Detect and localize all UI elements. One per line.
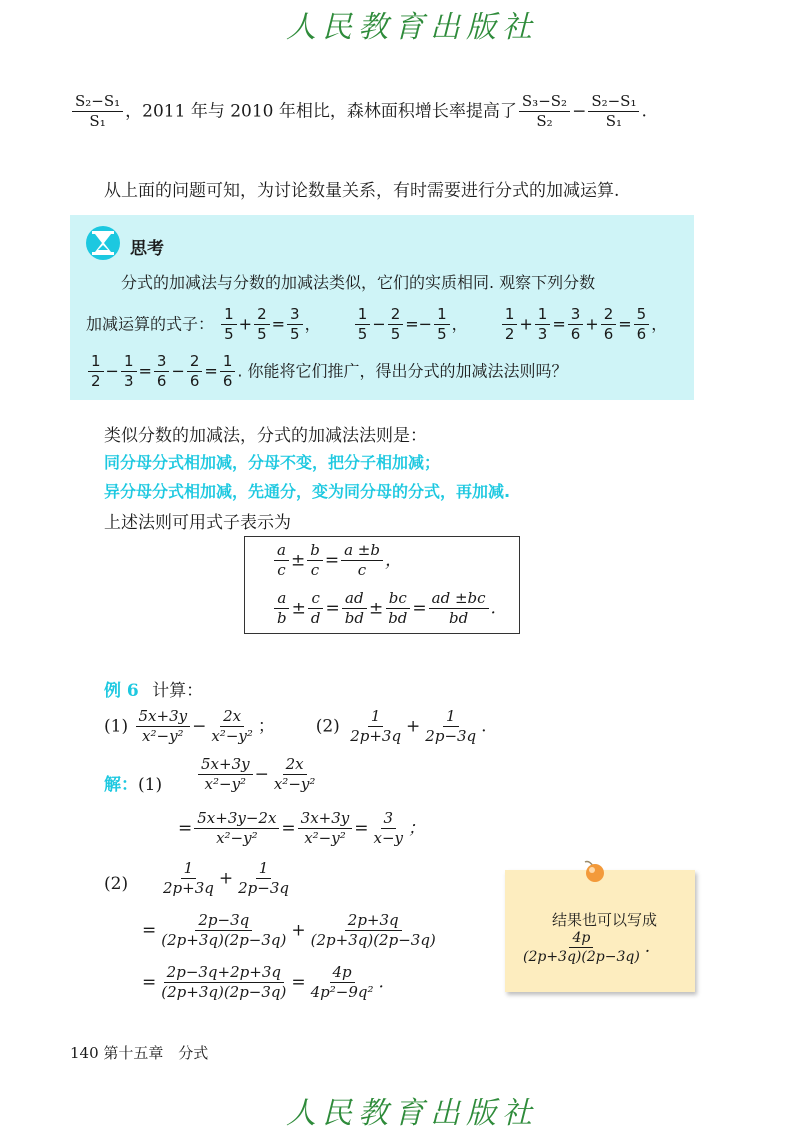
rule-same-denominator: 同分母分式相加减，分母不变，把分子相加减； xyxy=(104,453,441,472)
solution-heading: 解：(1) xyxy=(104,775,163,795)
think-line-2: 加减运算的式子： $\frac{1}{5}$ + $\frac{2}{5}$ = $\frac{3}{5}$ ， $\frac{1}{5}$ − $\frac{2}{5}$ =− $\frac{1}{5}$ ， $\frac{1}{2}$ + $\frac{1}{3}$ = $\frac{3}{6}$ + $\frac{2}{6}$ = $\frac{5}{6}$ ， xyxy=(86,305,668,344)
fraction: $\frac{\text{S₃−S₂}}{\text{S₂}}$ xyxy=(519,93,570,131)
rules-lead: 类似分数的加减法，分式的加减法法则是： xyxy=(104,426,427,446)
solution-2-line-1: $\frac{1}{2p+3q}$ + $\frac{1}{2p-3q}$ xyxy=(163,859,289,898)
pushpin-icon xyxy=(581,858,607,884)
side-note-fraction: $\frac{4p}{(2p+3q)(2p-3q)}$ . xyxy=(523,930,651,966)
formula-row-2: $\frac{a}{b}$ ± $\frac{c}{d}$ = $\frac{ad}{bd}$ ± $\frac{bc}{bd}$ = $\frac{ad \pm bc}{bd}$ . xyxy=(272,590,496,628)
formula-row-1: $\frac{a}{c}$ ± $\frac{b}{c}$ = $\frac{a \pm b}{c}$ ， xyxy=(272,542,402,580)
solution-2-label: (2) xyxy=(104,874,129,894)
solution-1-line-2: = $\frac{5x+3y-2x}{\text{x²−y²}}$ = $\frac{3x+3y}{\text{x²−y²}}$ = $\frac{3}{x-y}$ ； xyxy=(178,809,426,848)
example-problems: (1) $\frac{5x+3y}{\text{x²−y²}}$ − $\frac{2x}{\text{x²−y²}}$ ； (2) $\frac{1}{2p+3q}$ + $\frac{1}{2p-3q}$ . xyxy=(104,707,487,746)
publisher-footer: 人民教育出版社 xyxy=(286,1096,538,1131)
page-number: 140 xyxy=(70,1044,99,1062)
chapter-title: 分式 xyxy=(178,1044,209,1062)
solution-2-line-2: = $\frac{2p-3q}{(2p+3q)(2p-3q)}$ + $\frac{2p+3q}{(2p+3q)(2p-3q)}$ xyxy=(142,911,436,950)
publisher-header: 人民教育出版社 xyxy=(286,10,538,45)
think-title: 思考 xyxy=(130,239,164,259)
rule-different-denominator: 异分母分式相加减，先通分，变为同分母的分式，再加减. xyxy=(104,482,511,501)
think-line-3: $\frac{1}{2}$ − $\frac{1}{3}$ = $\frac{3}{6}$ − $\frac{2}{6}$ = $\frac{1}{6}$ . 你能将它们推广，得出分式的加减法法则吗？ xyxy=(86,353,568,391)
chapter-label: 第十五章 xyxy=(103,1044,164,1062)
top-line-text: ，2011 年与 2010 年相比，森林面积增长率提高了 xyxy=(125,101,517,122)
formula-intro: 上述法则可用式子表示为 xyxy=(104,513,291,533)
fraction: $\frac{\text{S₂−S₁}}{\text{S₁}}$ xyxy=(588,93,639,131)
top-line: $\frac{\text{S₂−S₁}}{\text{S₁}}$ ，2011 年与 2010 年相比，森林面积增长率提高了 $\frac{\text{S₃−S₂}}{\text{S₂}}$ − $\frac{\text{S₂−S₁}}{\text{S₁}}$ . xyxy=(70,93,647,131)
solution-1-line-1: $\frac{5x+3y}{\text{x²−y²}}$ − $\frac{2x}{\text{x²−y²}}$ xyxy=(196,756,320,794)
solution-2-line-3: = $\frac{2p-3q+2p+3q}{(2p+3q)(2p-3q)}$ = $\frac{4p}{\text{4p²−9q²}}$ . xyxy=(142,963,384,1002)
side-note-text: 结果也可以写成 xyxy=(552,911,658,929)
intro-paragraph: 从上面的问题可知，为讨论数量关系，有时需要进行分式的加减运算. xyxy=(104,181,620,201)
think-line-1: 分式的加减法与分数的加减法类似，它们的实质相同. 观察下列分数 xyxy=(121,273,596,292)
page-footer xyxy=(70,1042,208,1063)
example-heading: 例 6 计算： xyxy=(104,681,204,701)
hourglass-icon xyxy=(84,225,122,261)
fraction: $\frac{\text{S₂−S₁}}{\text{S₁}}$ xyxy=(72,93,123,131)
